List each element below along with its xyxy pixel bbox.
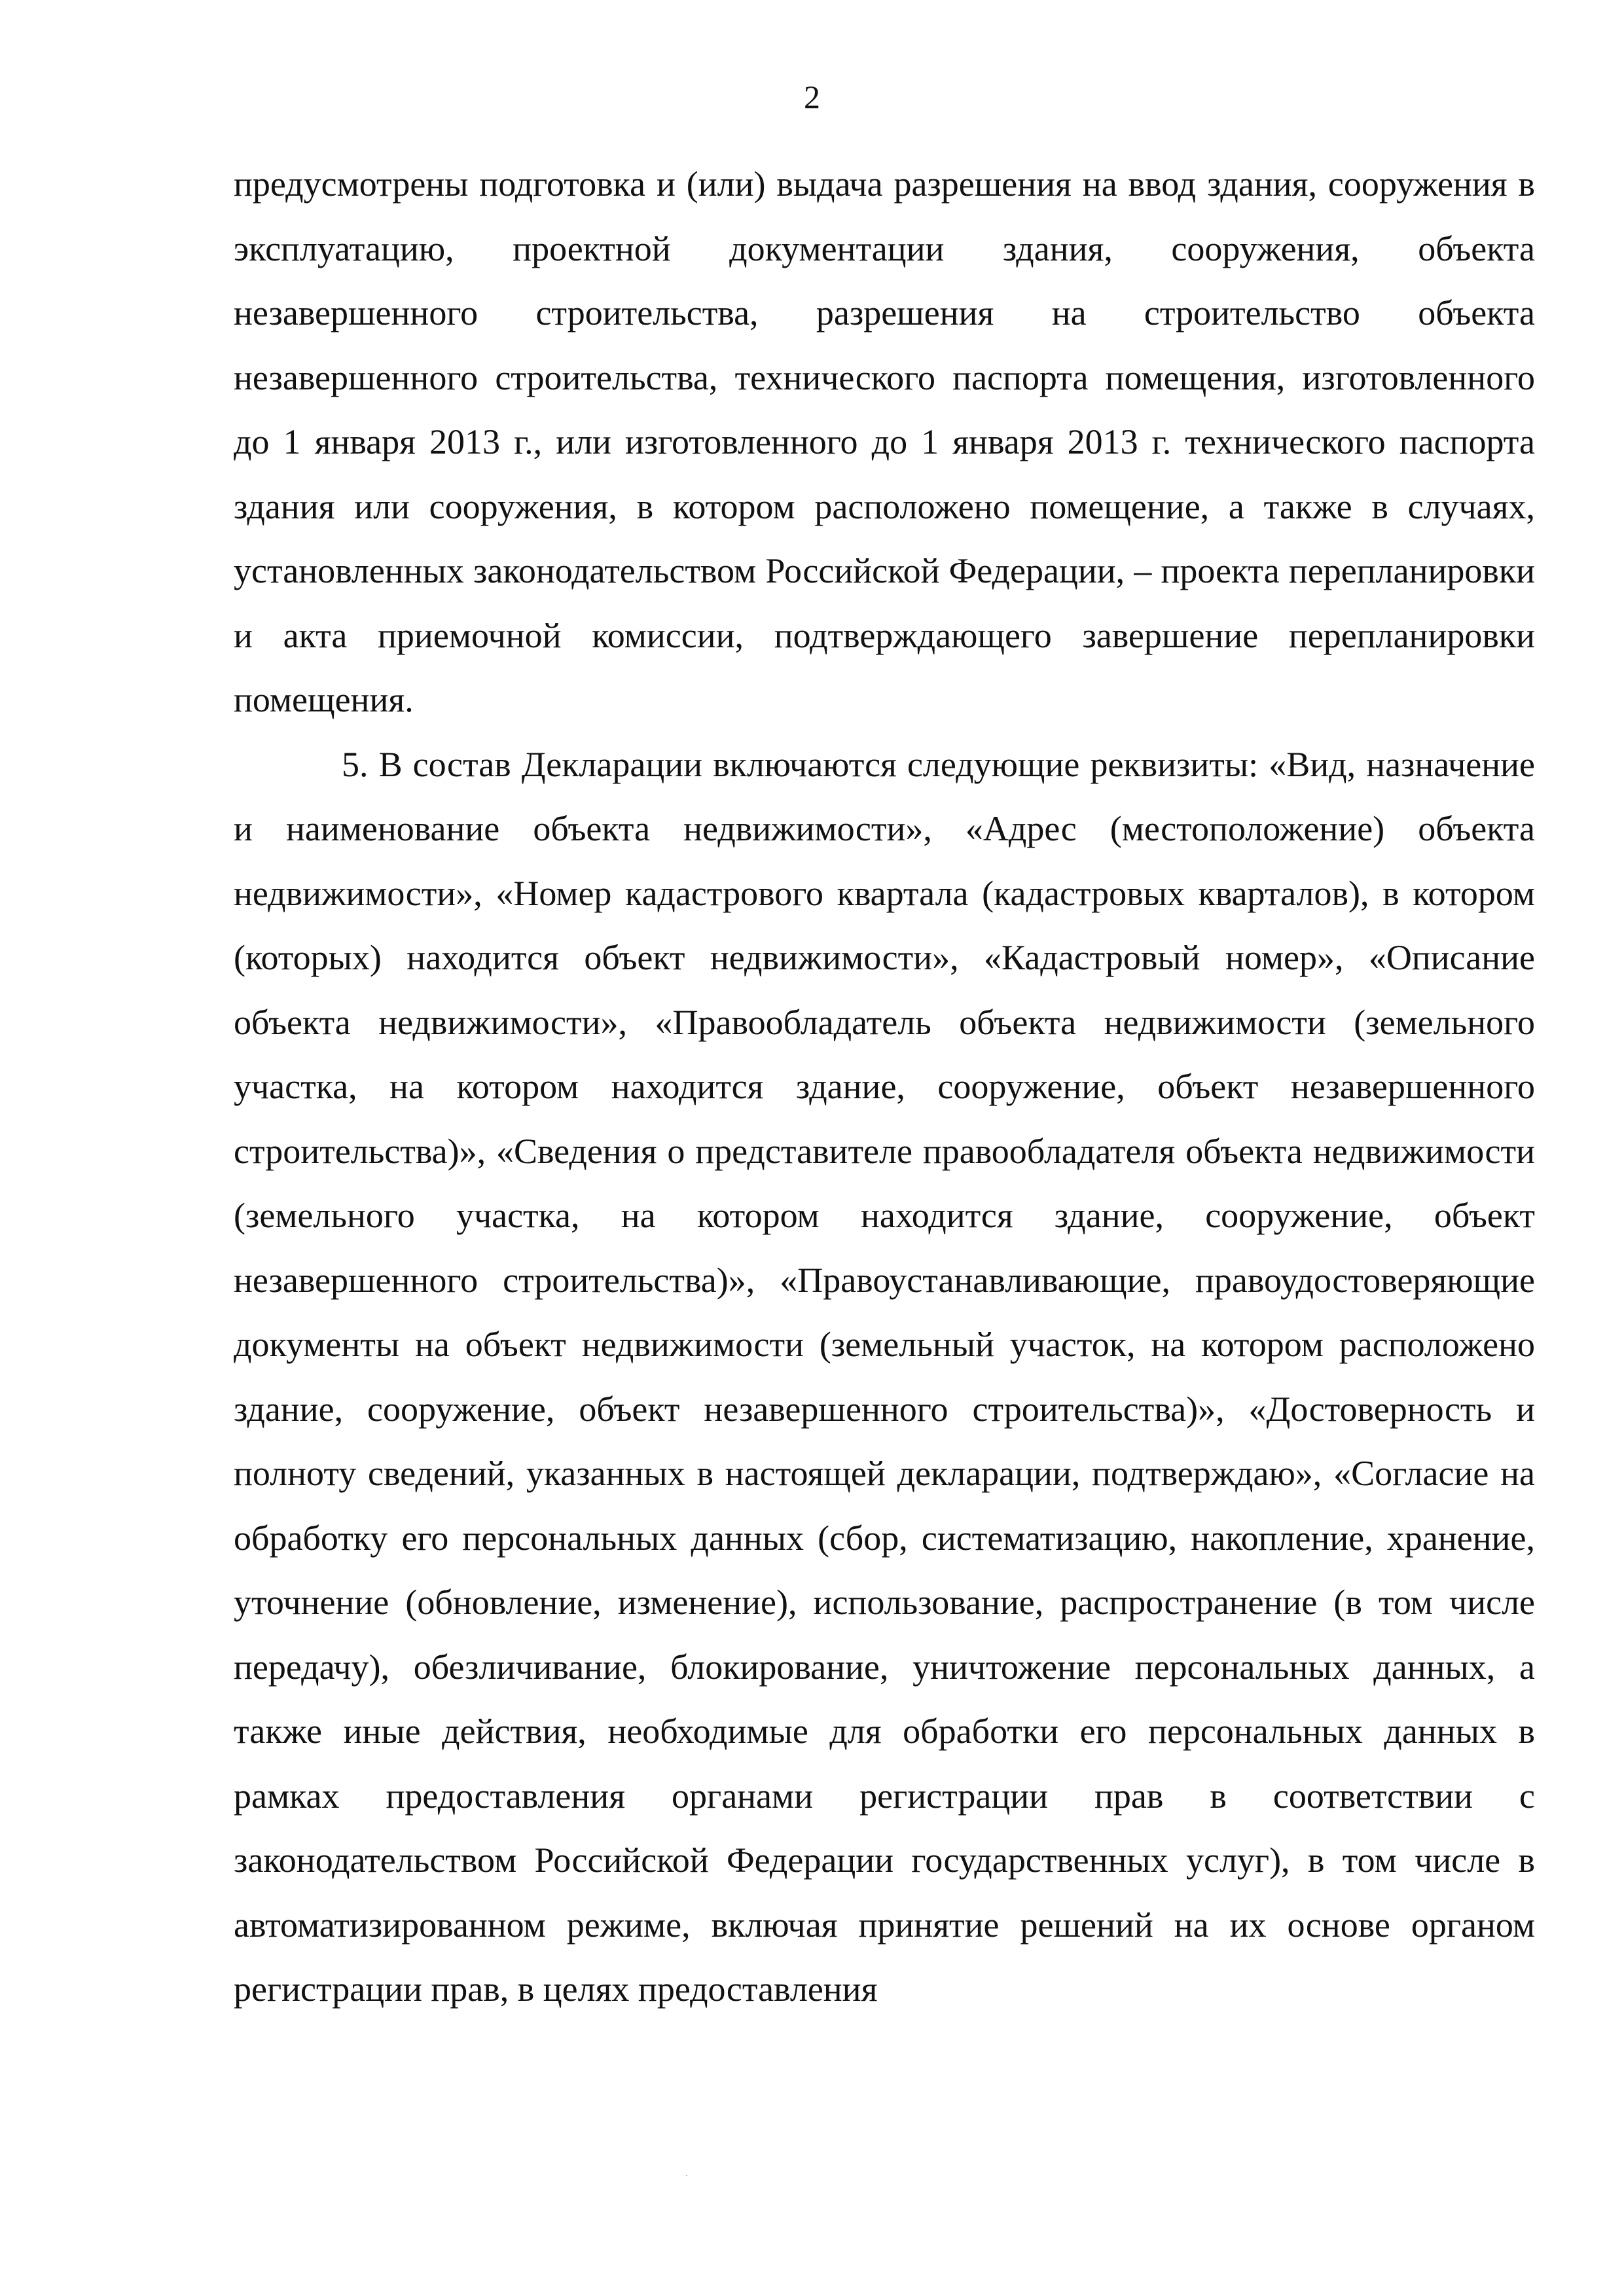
document-body [234,152,1535,2022]
paragraph-continuation: предусмотрены подготовка и (или) выдача разрешения на ввод здания, сооружения в эксплуатацию, проектной документации здания, сооружения, объекта незавершенного строительства, разрешения на строительство объекта незавершенного строительства, технического паспорта помещения, изготовленного до 1 января 2013 г., или изготовленного до 1 января 2013 г. технического паспорта здания или сооружения, в котором расположено помещение, а также в случаях, установленных законодательством Российской Федерации, – проекта перепланировки и акта приемочной комиссии, подтверждающего завершение перепланировки помещения. [234,164,1535,719]
paragraph-item-5: 5. В состав Декларации включаются следующие реквизиты: «Вид, назначение и наименование объекта недвижимости», «Адрес (местоположение) объекта недвижимости», «Номер кадастрового квартала (кадастровых кварталов), в котором (которых) находится объект недвижимости», «Кадастровый номер», «Описание объекта недвижимости», «Правообладатель объекта недвижимости (земельного участка, на котором находится здание, сооружение, объект незавершенного строительства)», «Сведения о представителе правообладателя объекта недвижимости (земельного участка, на котором находится здание, сооружение, объект незавершенного строительства)», «Правоустанавливающие, правоудостоверяющие документы на объект недвижимости (земельный участок, на котором расположено здание, сооружение, объект незавершенного строительства)», «Достоверность и полноту сведений, указанных в настоящей декларации, подтверждаю», «Согласие на обработку его персональных данных (сбор, систематизацию, накопление, хранение, уточнение (обновление, изменение), использование, распространение (в том числе передачу), обезличивание, блокирование, уничтожение персональных данных, а также иные действия, необходимые для обработки его персональных данных в рамках предоставления органами регистрации прав в соответствии с законодательством Российской Федерации государственных услуг), в том числе в автоматизированном режиме, включая принятие решений на их основе органом регистрации прав, в целях предоставления [234,744,1535,2009]
page-number: 2 [804,79,820,115]
scan-speck [686,2175,687,2176]
